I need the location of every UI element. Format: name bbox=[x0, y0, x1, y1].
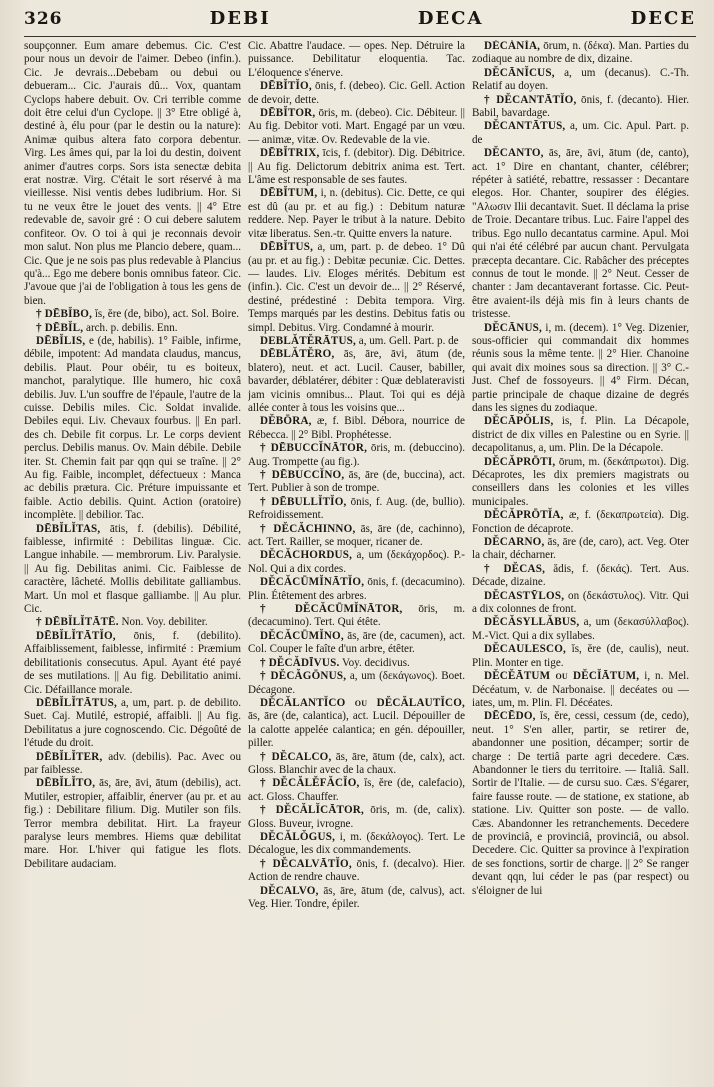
dictionary-entry bbox=[248, 348, 465, 415]
dictionary-entry bbox=[248, 831, 465, 858]
dictionary-entry bbox=[248, 670, 465, 697]
entry-headword: DĔCASTȲLOS, bbox=[484, 589, 565, 602]
entry-headword: † DĒBĬLĬTĀTĒ. bbox=[36, 616, 119, 629]
entry-definition: Cic. Abattre l'audace. — opes. Nep. Détruire la puissance. Debilitatur eloquentia. Tac. L'éloquence s'énerve. bbox=[248, 40, 465, 79]
dictionary-entry bbox=[248, 241, 465, 335]
entry-definition: ōnis, f. (decacumino). Plin. Étêtement des arbres. bbox=[248, 576, 465, 602]
entry-headword: † DĒBĬL, bbox=[36, 321, 84, 334]
entry-definition: ōnis, f. Aug. (de, bullio). Refroidissement. bbox=[248, 495, 465, 522]
dictionary-entry bbox=[248, 549, 465, 576]
entry-definition: a, um (δεκασύλλαβος). M.-Vict. Qui a dix syllabes. bbox=[472, 616, 689, 642]
entry-definition: ās, āre, ātum (de, calx), act. Gloss. Blanchir avec de la chaux. bbox=[248, 750, 465, 776]
dictionary-entry bbox=[24, 777, 241, 871]
entry-definition: ōris, m. (de, calix). Gloss. Buveur, ivrogne. bbox=[248, 804, 465, 830]
entry-headword: DĒBĬLIS, bbox=[36, 334, 86, 347]
entry-headword: † DĔCĂCHINNO, bbox=[260, 522, 356, 535]
dictionary-entry bbox=[248, 442, 465, 469]
entry-definition: Non. Voy. debiliter. bbox=[121, 616, 208, 629]
dictionary-entry bbox=[24, 616, 241, 629]
entry-headword: † DĔCĂLĔFĂCĬO, bbox=[260, 777, 360, 790]
dictionary-entry bbox=[24, 751, 241, 778]
entry-headword: DĒBĬTOR, bbox=[260, 107, 316, 120]
entry-definition: i, n. (debitus). Cic. Dette, ce qui est dû (au pr. et au fig.) : Debitum naturæ reddere. Nep. Payer le tribut à la nature. Debito vitæ liberatus. Sen.-tr. Quitte envers la nature. bbox=[248, 187, 465, 240]
entry-definition: ās, āre (de, caro), act. Veg. Oter la chair, décharner. bbox=[472, 536, 689, 562]
entry-definition: ās, āre (de, cachinno), act. Tert. Railler, se moquer, ricaner de. bbox=[248, 522, 465, 549]
dictionary-entry bbox=[472, 616, 689, 643]
entry-headword: DĔCĂPRŌTI, bbox=[484, 455, 556, 468]
dictionary-entry bbox=[472, 456, 689, 510]
entry-headword: † DĔCĂLĬCĀTOR, bbox=[260, 804, 364, 817]
dictionary-entry bbox=[24, 335, 241, 523]
entry-headword: DĔCĂCŪMĬNĀTĬO, bbox=[260, 576, 365, 589]
entry-headword: † DĔCĂCŪMĬNĀTOR, bbox=[260, 603, 403, 616]
entry-definition: īcis, f. (debitor). Dig. Débitrice. || Au fig. Delictorum debitrix anima est. Tert. L'âme est responsable de ses fautes. bbox=[248, 147, 465, 187]
dictionary-entry bbox=[24, 697, 241, 751]
entry-definition: ās, āre, āvi, ātum (de, blatero), neut. et act. Lucil. Causer, babiller, bavarder, déblatérer, débiter : Quæ deblateravisti jam vicinis omnibus... Plaut. Toi qui es déjà allée conter à tous les voisins que... bbox=[248, 348, 465, 414]
entry-headword: DĒBĬTUS, bbox=[260, 241, 314, 254]
entry-definition: ĭs, ĕre (de, caulis), neut. Plin. Monter en tige. bbox=[472, 643, 689, 669]
entry-headword: † DĒBUCCĬNO, bbox=[260, 469, 345, 481]
entry-headword: DĒBĬTRIX, bbox=[260, 147, 320, 160]
entry-headword: † DĔCANTĀTĬO, bbox=[484, 93, 577, 106]
entry-definition: ĭs, ĕre (de, bibo), act. Sol. Boire. bbox=[94, 308, 240, 321]
dictionary-entry bbox=[248, 469, 465, 496]
dictionary-entry bbox=[24, 322, 241, 335]
dictionary-entry bbox=[248, 147, 465, 187]
entry-definition: ădis, f. (δεκάς). Tert. Aus. Décade, dizaine. bbox=[472, 562, 689, 589]
dictionary-entry bbox=[472, 536, 689, 563]
entry-definition: adv. (debilis). Pac. Avec ou par faiblesse. bbox=[24, 750, 241, 776]
entry-definition: ās, āre, ātum (de, calvus), act. Veg. Hier. Tondre, épiler. bbox=[248, 884, 465, 910]
entry-definition: i, m. (decem). 1° Veg. Dizenier, sous-officier qui commandait dix hommes réunis sous la même tente. || 2° Hier. Chanoine qui avait dix moines sous sa direction. || 3° C.-Just. Chef de fossoyeurs. || 4° Firm. Décan, partie principale de chaque dizaine de degrés dans les signes du zodiaque. bbox=[472, 321, 689, 414]
entry-definition: æ, f. (δεκαπρωτεία). Dig. Fonction de décaprote. bbox=[472, 509, 689, 535]
entry-headword: DĔCARNO, bbox=[484, 536, 545, 549]
entry-headword: DĔCĂLŎGUS, bbox=[260, 830, 336, 843]
dictionary-entry bbox=[248, 415, 465, 442]
dictionary-entry bbox=[248, 187, 465, 241]
dictionary-entry bbox=[248, 804, 465, 831]
entry-definition: e (de, habilis). 1° Faible, infirme, débile, impotent: Ad mandata claudus, mancus, debilis. Plaut. Pour obéir, tu es boiteux, manchot, paralytique. Ille humero, hic coxâ debilis. Juv. L'un souffre de l'épaule, l'autre de la cuisse. Debilis miles. Cic. Soldat invalide. Debiles equi. Liv. Chevaux fourbus. || En parl. des ch. Debile fit corpus. Lr. Le corps devient perclus. Debilis manus. Ov. Main débile. Debile iter. St. Chemin fait par qqn qui se traîne. || 2° Au fig. Faible, incomplet, défectueux : Manca ac debilis prætura. Cic. Préture impuissante et faible. Actio debilis. Quint. Action (oratoire) incomplète. || debilior. Tac. bbox=[24, 334, 241, 522]
entry-headword: DEBLĂTĔRĀTUS, bbox=[260, 334, 356, 347]
entry-headword: DĔCĂLANTĬCO ou DĔCĂLAUTĬCO, bbox=[260, 696, 465, 709]
entry-headword: DĔCĀPŎLIS, bbox=[484, 415, 554, 428]
column-right bbox=[472, 40, 689, 1078]
text-columns bbox=[24, 40, 696, 1078]
entry-headword: DĒCĒDO, bbox=[484, 710, 536, 723]
entry-definition: is, f. Plin. La Décapole, district de dix villes en Palestine ou en Syrie. || decapolitanus, a, um. Plin. De la Décapole. bbox=[472, 415, 689, 455]
dictionary-entry bbox=[248, 751, 465, 778]
entry-definition: a, um. Gell. Part. p. de bbox=[358, 334, 459, 347]
entry-headword: DĒBLĂTĔRO, bbox=[260, 348, 335, 361]
entry-definition: Voy. decidivus. bbox=[342, 656, 410, 669]
entry-definition: a, um, part. p. de debilito. Suet. Caj. Mutilé, estropié, affaibli. || Au fig. Debilitatus a jure cognoscendo. Cic. Dégoûté de l'étude du droit. bbox=[24, 696, 241, 750]
entry-definition: a, um (δεκάχορδος). P.-Nol. Qui a dix cordes. bbox=[248, 549, 465, 575]
dictionary-entry bbox=[248, 777, 465, 804]
dictionary-entry bbox=[248, 630, 465, 657]
entry-definition: ās, āre, āvi, ātum (debilis), act. Mutiler, estropier, affaiblir, énerver (au pr. et au fig.) : Debilitare filium. Dig. Mutiler son fils. Terror membra debilitat. Hirt. La frayeur paralyse leurs membres. Hiems quæ debilitat mare. Hor. L'hiver qui fatigue les flots. Debilitare audaciam. bbox=[24, 777, 241, 870]
entry-headword: DĔCĂCŪMĬNO, bbox=[260, 629, 344, 642]
entry-definition: ās, āre (de, calantica), act. Lucil. Dépouiller de la calotte appelée calantica; en gén. dépouiller, piller. bbox=[248, 710, 465, 750]
dictionary-entry bbox=[472, 67, 689, 94]
column-middle bbox=[248, 40, 465, 1078]
dictionary-entry bbox=[24, 308, 241, 321]
dictionary-entry bbox=[248, 858, 465, 885]
entry-headword: † DĒBĬBO, bbox=[36, 308, 93, 321]
dictionary-entry bbox=[248, 80, 465, 107]
entry-headword: DĒBĬLĬTER, bbox=[36, 750, 103, 763]
entry-definition: soupçonner. Eum amare debemus. Cic. C'est pour nous un devoir de l'aimer. Debeo (infin.). Cic. Je devrais...Debebam ou debui ou debueram... Cic. J'aurais dû... Vox, quantam Cyclops habere debuit. Ov. Cri terrible comme doit être celui d'un Cyclope. || 3° Etre obligé à, destiné à, élu pour (par le destin ou la nature): Animæ quibus altera fato corpora debentur. Virg. Les âmes qui, par la loi du destin, doivent animer d'autres corps. Sors ista senectæ debita erat nostræ. Virg. C'était le sort réservé à ma vieillesse. Nisi ventis debes ludibrium. Hor. Si tu ne veux être le jouet des vents. || 4° Etre redevable de, savoir gré : O cui debere salutem confiteor. Ov. O toi à qui je reconnais devoir mon salut. Non plus me Plancio debere, quam... Cic. Que je ne sois pas plus redevable à Plancius qu'à... Ego me debere bonis omnibus fateor. Cic. J'avoue que j'ai de l'obligation à tous les gens de bien. bbox=[24, 40, 241, 307]
entry-headword: † DĔCĂGŌNUS, bbox=[260, 670, 347, 683]
page-header bbox=[24, 8, 696, 37]
entry-headword: † DĒBUCCĬNĀTOR, bbox=[260, 442, 368, 455]
entry-headword: DĔCALVO, bbox=[260, 884, 319, 897]
entry-headword: DĔCĔĀTUM ou DĔCĬĀTUM, bbox=[484, 670, 640, 683]
entry-headword: DĔBŌRA, bbox=[260, 415, 312, 428]
dictionary-entry bbox=[472, 94, 689, 121]
entry-definition: i, m. (δεκάλογος). Tert. Le Décalogue, les dix commandements. bbox=[248, 830, 465, 857]
entry-headword: DĒBĬLĬTĀTĬO, bbox=[36, 629, 116, 642]
entry-headword: † DĔCAS, bbox=[484, 562, 546, 575]
entry-definition: ātis, f. (debilis). Débilité, faiblesse, infirmité : Debilitas linguæ. Cic. Langue inhabile. — membrorum. Liv. Paralysie. || Au fig. Debilitas animi. Cic. Faiblesse de caractère, lâcheté. Mollis debilitate galliambus. Mart. Un mol et flasque galliambe. || Au plur. Cic. bbox=[24, 522, 241, 616]
dictionary-entry bbox=[24, 630, 241, 697]
entry-definition: a, um (δεκάγωνος). Boet. Décagone. bbox=[248, 670, 465, 696]
column-left bbox=[24, 40, 241, 1078]
entry-headword: DĔCĂCHORDUS, bbox=[260, 549, 353, 562]
running-head-left: DEBI bbox=[209, 8, 271, 29]
dictionary-entry bbox=[248, 603, 465, 630]
dictionary-entry bbox=[472, 643, 689, 670]
dictionary-entry bbox=[472, 147, 689, 321]
entry-definition: ōrum, m. (δεκάπρωτοι). Dig. Décaprotes, les dix premiers magistrats ou conseillers dans les colonies et les villes municipales. bbox=[472, 455, 689, 508]
dictionary-entry bbox=[248, 697, 465, 751]
dictionary-entry bbox=[248, 885, 465, 912]
page-number: 326 bbox=[24, 9, 63, 29]
entry-headword: DĔCĂNĬA, bbox=[484, 40, 541, 52]
entry-definition: ōris, m. (decacumino). Tert. Qui étête. bbox=[248, 603, 465, 629]
entry-headword: DĒBĬTUM, bbox=[260, 187, 318, 200]
entry-headword: DĔCAULESCO, bbox=[484, 643, 567, 656]
entry-definition: ās, āre (de, cacumen), act. Col. Couper le faîte d'un arbre, étêter. bbox=[248, 629, 465, 656]
entry-definition: ōnis, f. (debilito). Affaiblissement, faiblesse, infirmité : Præmium debilitationis consecutus. Apul. Ayant été payé de ses mutilations. || Au fig. Debilitatio animi. Cic. Défaillance morale. bbox=[24, 629, 241, 696]
dictionary-entry bbox=[24, 40, 241, 308]
entry-headword: DĒBĬLĬTĀTUS, bbox=[36, 696, 118, 709]
entry-definition: ōris, m. (debeo). Cic. Débiteur. || Au fig. Debitor voti. Mart. Engagé par un vœu. — animæ, vitæ. Ov. Redevable de la vie. bbox=[248, 107, 465, 146]
entry-definition: ās, āre (de, buccina), act. Tert. Publier à son de trompe. bbox=[248, 469, 465, 495]
entry-headword: † DĔCALVĀTĬO, bbox=[260, 857, 352, 870]
entry-headword: DĔCĂPRŌTĬA, bbox=[484, 509, 564, 522]
entry-definition: ōris, m. (debuccino). Aug. Trompette (au fig.). bbox=[248, 442, 465, 468]
entry-headword: DĒBĬLĬTO, bbox=[36, 777, 96, 790]
dictionary-entry bbox=[472, 40, 689, 67]
dictionary-entry bbox=[248, 523, 465, 550]
dictionary-entry bbox=[248, 576, 465, 603]
dictionary-entry bbox=[472, 590, 689, 617]
entry-headword: DĒBĬTĬO, bbox=[260, 80, 312, 93]
entry-definition: ōrum, n. (δέκα). Man. Parties du zodiaque au nombre de dix, dizaine. bbox=[472, 40, 689, 66]
entry-definition: a, um (decanus). C.-Th. Relatif au doyen. bbox=[472, 66, 689, 93]
entry-definition: on (δεκάστυλος). Vitr. Qui a dix colonnes de front. bbox=[472, 589, 689, 616]
dictionary-entry bbox=[248, 657, 465, 670]
dictionary-entry bbox=[248, 40, 465, 80]
dictionary-entry bbox=[472, 563, 689, 590]
entry-headword: DĔCANTĀTUS, bbox=[484, 120, 566, 133]
running-head-right: DECE bbox=[630, 8, 696, 29]
entry-definition: a, um. Cic. Apul. Part. p. de bbox=[472, 120, 689, 146]
dictionary-entry bbox=[248, 107, 465, 147]
entry-headword: † DĔCĂDĪVUS. bbox=[260, 656, 340, 669]
entry-definition: ās, āre, āvi, ātum (de, canto), act. 1° Dire en chantant, chanter, célébrer; répéter à satiété, rebattre, ressasser : Decantare elegos. Hor. Chanter, soupirer des élégies. "Αλωσιν Ilii decantavit. Suet. Il déclama la prise de Troie. Decantare tribus. Luc. Faire l'appel des tribus. Ego nullo decantatus carmine. Apul. Moi qui n'ai été célébré par aucun chant. Pervulgata præcepta decantare. Cic. Rabâcher des préceptes connus de tout le monde. || 2° Neut. Cesser de chanter : Jam decantaverant fortasse. Cic. Peut-être avaient-ils déjà mis fin à leurs chants de tristesse. bbox=[472, 147, 689, 321]
dictionary-entry bbox=[248, 496, 465, 523]
entry-definition: ĭs, ĕre (de, calefacio), act. Gloss. Chauffer. bbox=[248, 777, 465, 803]
entry-headword: † DĒBULLĬTĬO, bbox=[260, 495, 347, 508]
entry-definition: ōnis, f. (debeo). Cic. Gell. Action de devoir, dette. bbox=[248, 80, 465, 106]
entry-definition: ĭs, ĕre, cessi, cessum (de, cedo), neut. 1° S'en aller, partir, se retirer de, abandonner une position, décamper; sortir de charge : De tertiâ parte agri decedere. Cæs. Abandonner le tiers du territoire. — Italiâ. Sall. Sortir de l'Italie. — de cursu suo. Cæs. S'égarer, faire fausse route. — de statione, ex statione, ab statione. Liv. Quitter son poste. — de vallo. Cæs. Abandonner les retranchements. Decedere de provinciâ, e provinciâ, provinciâ, ou absol. Decedere. Cic. Quitter sa province à l'expiration de ses fonctions, sortir de charge. || 2° Se ranger devant qqn, lui céder le pas (par respect) ou s'éloigner de lui bbox=[472, 710, 689, 897]
entry-definition: æ, f. Bibl. Débora, nourrice de Rébecca. || 2° Bibl. Prophétesse. bbox=[248, 415, 465, 441]
entry-headword: † DĔCALCO, bbox=[260, 750, 332, 763]
entry-definition: ōnis, f. (decalvo). Hier. Action de rendre chauve. bbox=[248, 857, 465, 884]
entry-definition: arch. p. debilis. Enn. bbox=[86, 321, 178, 334]
dictionary-entry bbox=[472, 322, 689, 416]
entry-headword: DĔCĂSYLLĂBUS, bbox=[484, 616, 580, 629]
entry-definition: ōnis, f. (decanto). Hier. Babil, bavardage. bbox=[472, 93, 689, 120]
entry-headword: DĔCĀNĬCUS, bbox=[484, 66, 555, 79]
entry-definition: i, n. Mel. Décéatum, v. de Narbonaise. || decéates ou — iates, um, m. Plin. Fl. Décéates. bbox=[472, 670, 689, 709]
dictionary-entry bbox=[472, 710, 689, 898]
dictionary-entry bbox=[248, 335, 465, 348]
entry-headword: DĒBĬLĬTAS, bbox=[36, 522, 101, 535]
dictionary-entry bbox=[24, 523, 241, 617]
entry-definition: a, um, part. p. de debeo. 1° Dû (au pr. et au fig.) : Debitæ pecuniæ. Cic. Dettes. — laudes. Liv. Eloges mérités. Debitum est (infin.). Cic. C'est un devoir de... || 2° Réservé, destiné, prédestiné : Debita tempora. Virg. Temps marqués par les destins. Debitus fatis ou simpl. Debitus. Virg. Condamné à mourir. bbox=[248, 241, 465, 334]
entry-headword: DĔCĀNUS, bbox=[484, 321, 543, 334]
dictionary-entry bbox=[472, 670, 689, 710]
dictionary-entry bbox=[472, 120, 689, 147]
dictionary-entry bbox=[472, 509, 689, 536]
dictionary-entry bbox=[472, 415, 689, 455]
entry-headword: DĔCANTO, bbox=[484, 147, 544, 160]
running-head-center: DECA bbox=[417, 8, 484, 29]
